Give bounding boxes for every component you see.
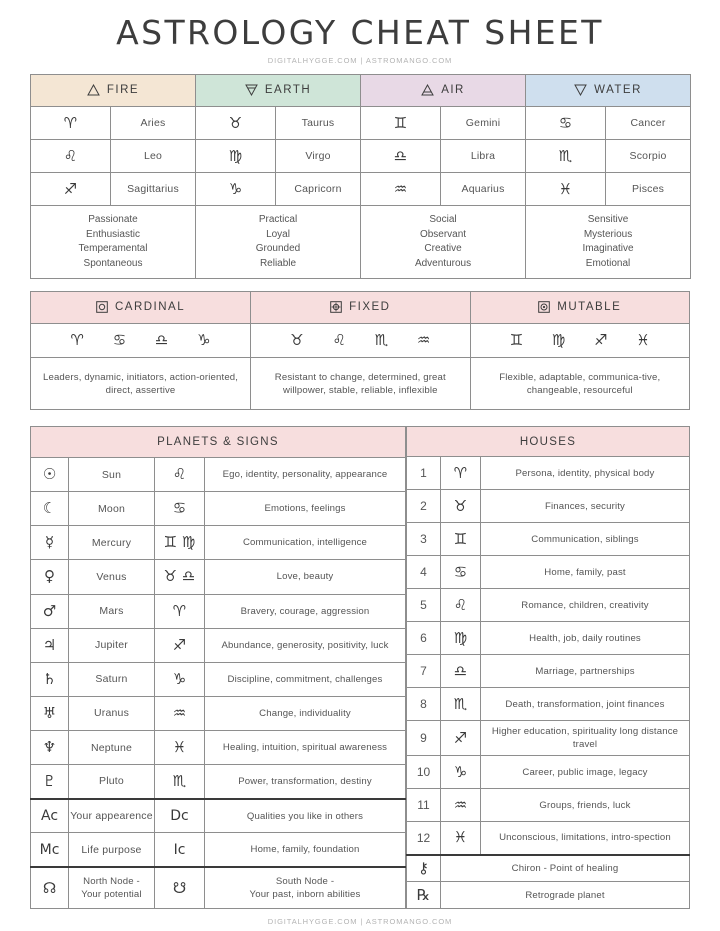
modalities-description-row [31,358,690,410]
planet-name-uranus: Uranus [69,696,155,730]
planet-meaning-mercury: Communication, intelligence [205,526,406,560]
planet-glyph-pluto: ♇ [31,765,69,799]
sign-symbol-leo: ♌ [31,140,111,173]
sign-name-scorpio: Scorpio [606,140,691,173]
house-meaning-10: Career, public image, legacy [481,756,690,789]
table-row [407,822,690,855]
table-row [31,628,406,662]
planet-meaning-neptune: Healing, intuition, spiritual awareness [205,731,406,765]
trait-line: Temperamental [78,243,148,254]
table-row [407,589,690,622]
trait-line: Creative [424,243,462,254]
node-text-north [69,867,155,908]
element-header-fire [31,75,196,107]
table-row [31,492,406,526]
planet-sign-mercury: ♊ ♍ [155,526,205,560]
angle-glyph-imum-coeli: Ic [155,833,205,867]
chiron-meaning: Chiron - Point of healing [441,855,690,882]
table-row [407,490,690,523]
planet-name-saturn: Saturn [69,662,155,696]
trait-line: Observant [419,228,467,240]
planet-sign-venus: ♉ ♎ [155,560,205,594]
house-number-8: 8 [407,688,441,721]
modality-header-fixed [251,292,470,324]
node-glyph-south: ☋ [155,867,205,908]
house-sign-9: ♐ [441,721,481,756]
modalities-symbols-row [31,324,690,358]
house-sign-8: ♏ [441,688,481,721]
planet-sign-jupiter: ♐ [155,628,205,662]
house-number-12: 12 [407,822,441,855]
trait-line: Reliable [259,257,297,269]
sign-name-gemini: Gemini [441,107,526,140]
house-meaning-12: Unconscious, limitations, intro-spection [481,822,690,855]
elements-header-row [31,75,691,107]
table-row [31,560,406,594]
house-number-9: 9 [407,721,441,756]
modalities-table [30,291,690,410]
sign-symbol-scorpio: ♏ [526,140,606,173]
planet-sign-mars: ♈ [155,594,205,628]
planet-name-neptune: Neptune [69,731,155,765]
elements-traits-row [31,206,691,279]
element-label-water: WATER [594,84,642,97]
triangle-up-bar-icon [421,84,434,96]
trait-line: Adventurous [414,257,472,269]
table-row [407,622,690,655]
modality-label-cardinal: CARDINAL [114,301,186,314]
trait-line: Social [429,214,457,225]
house-number-11: 11 [407,789,441,822]
table-row [31,867,406,908]
modality-label-fixed: FIXED [349,301,391,314]
trait-line: Emotional [585,257,631,269]
house-number-7: 7 [407,655,441,688]
house-number-6: 6 [407,622,441,655]
planet-glyph-jupiter: ♃ [31,628,69,662]
house-meaning-9: Higher education, spirituality long distance travel [481,721,690,756]
table-row [31,458,406,492]
page-title: ASTROLOGY CHEAT SHEET [116,13,604,52]
house-meaning-8: Death, transformation, joint finances [481,688,690,721]
sign-symbol-pisces: ♓ [526,173,606,206]
angle-glyph-descendant: Dc [155,799,205,833]
table-row [31,799,406,833]
retrograde-meaning: Retrograde planet [441,882,690,909]
house-number-2: 2 [407,490,441,523]
house-meaning-3: Communication, siblings [481,523,690,556]
trait-line: Spontaneous [83,257,143,269]
angle-glyph-ascendant: Ac [31,799,69,833]
house-sign-3: ♊ [441,523,481,556]
square-dot-circle-icon [538,301,550,313]
sign-symbol-aquarius: ♒ [361,173,441,206]
trait-line: Enthusiastic [86,228,140,240]
sign-name-taurus: Taurus [276,107,361,140]
house-meaning-7: Marriage, partnerships [481,655,690,688]
house-meaning-6: Health, job, daily routines [481,622,690,655]
planet-glyph-neptune: ♆ [31,731,69,765]
house-number-1: 1 [407,457,441,490]
trait-line: Loyal [266,228,290,240]
house-number-5: 5 [407,589,441,622]
sign-name-virgo: Virgo [276,140,361,173]
planet-name-mars: Mars [69,594,155,628]
sign-name-aries: Aries [111,107,196,140]
sign-symbol-aries: ♈ [31,107,111,140]
modality-description-cardinal: Leaders, dynamic, initiators, action-oriented, direct, assertive [31,358,251,410]
house-sign-12: ♓ [441,822,481,855]
table-row [31,662,406,696]
houses-header-row [407,427,690,457]
table-row [407,721,690,756]
modality-symbols-mutable: ♊ ♍ ♐ ♓ [470,324,689,358]
planet-name-venus: Venus [69,560,155,594]
houses-section-title: HOUSES [407,427,690,457]
planet-glyph-venus: ♀ [31,560,69,594]
planet-meaning-moon: Emotions, feelings [205,492,406,526]
house-sign-4: ♋ [441,556,481,589]
sign-symbol-taurus: ♉ [196,107,276,140]
planet-name-jupiter: Jupiter [69,628,155,662]
elements-table [30,74,691,279]
footer-text: DIGITALHYGGE.COM | ASTROMANGO.COM [267,917,453,926]
sign-name-cancer: Cancer [606,107,691,140]
node-glyph-north: ☊ [31,867,69,908]
trait-line: Mysterious [583,228,633,240]
element-header-air [361,75,526,107]
node-text-south [205,867,406,908]
sign-name-capricorn: Capricorn [276,173,361,206]
element-traits-earth [196,206,361,279]
table-row [407,655,690,688]
house-sign-11: ♒ [441,789,481,822]
planet-meaning-venus: Love, beauty [205,560,406,594]
table-row [407,556,690,589]
house-meaning-2: Finances, security [481,490,690,523]
table-row [407,756,690,789]
planet-name-mercury: Mercury [69,526,155,560]
planet-glyph-moon: ☾ [31,492,69,526]
planet-meaning-saturn: Discipline, commitment, challenges [205,662,406,696]
table-row [31,140,691,173]
table-row [407,457,690,490]
angle-glyph-midheaven: Mc [31,833,69,867]
house-meaning-4: Home, family, past [481,556,690,589]
planets-signs-table [30,426,406,909]
house-sign-1: ♈ [441,457,481,490]
planet-name-moon: Moon [69,492,155,526]
table-row [31,107,691,140]
planets-header-row [31,427,406,458]
sign-symbol-virgo: ♍ [196,140,276,173]
house-sign-7: ♎ [441,655,481,688]
triangle-up-icon [87,84,100,96]
node-north-line1: North Node - [83,876,140,887]
house-number-4: 4 [407,556,441,589]
element-header-water [526,75,691,107]
planet-meaning-mars: Bravery, courage, aggression [205,594,406,628]
square-cross-circle-icon [330,301,342,313]
house-meaning-5: Romance, children, creativity [481,589,690,622]
retrograde-glyph-icon: ℞ [407,882,441,909]
trait-line: Practical [258,214,298,225]
modality-label-mutable: MUTABLE [557,301,622,314]
triangle-down-bar-icon [245,84,258,96]
table-row [31,833,406,867]
modalities-header-row [31,292,690,324]
sign-name-aquarius: Aquarius [441,173,526,206]
house-meaning-11: Groups, friends, luck [481,789,690,822]
modality-symbols-cardinal: ♈ ♋ ♎ ♑ [31,324,251,358]
trait-line: Grounded [255,243,301,254]
house-meaning-1: Persona, identity, physical body [481,457,690,490]
sign-name-sagittarius: Sagittarius [111,173,196,206]
planet-glyph-sun: ☉ [31,458,69,492]
sign-symbol-sagittarius: ♐ [31,173,111,206]
table-row [407,789,690,822]
sign-symbol-libra: ♎ [361,140,441,173]
square-circle-icon [96,301,108,313]
modality-description-fixed: Resistant to change, determined, great willpower, stable, reliable, inflexible [251,358,470,410]
planet-glyph-saturn: ♄ [31,662,69,696]
house-number-3: 3 [407,523,441,556]
planet-glyph-mercury: ☿ [31,526,69,560]
table-row [407,855,690,882]
node-north-line2: Your potential [81,889,142,900]
element-label-fire: FIRE [106,84,140,97]
table-row [31,594,406,628]
planet-sign-moon: ♋ [155,492,205,526]
trait-line: Imaginative [582,243,634,254]
planet-sign-uranus: ♒ [155,696,205,730]
planets-section-title: PLANETS & SIGNS [31,427,406,458]
element-label-air: AIR [441,84,465,97]
table-row [407,523,690,556]
bottom-section [30,426,690,909]
sign-name-leo: Leo [111,140,196,173]
table-row [31,173,691,206]
modality-description-mutable: Flexible, adaptable, communica-tive, changeable, resourceful [470,358,689,410]
table-row [407,882,690,909]
chiron-glyph-icon: ⚷ [407,855,441,882]
header-subtitle: DIGITALHYGGE.COM | ASTROMANGO.COM [267,56,453,65]
planet-sign-saturn: ♑ [155,662,205,696]
planet-sign-pluto: ♏ [155,765,205,799]
angle-meaning-imum-coeli: Home, family, foundation [205,833,406,867]
table-row [31,526,406,560]
element-traits-fire [31,206,196,279]
planet-meaning-uranus: Change, individuality [205,696,406,730]
planet-meaning-pluto: Power, transformation, destiny [205,765,406,799]
planet-glyph-mars: ♂ [31,594,69,628]
trait-line: Sensitive [587,214,629,225]
planet-glyph-uranus: ♅ [31,696,69,730]
planet-name-sun: Sun [69,458,155,492]
sign-symbol-cancer: ♋ [526,107,606,140]
house-sign-10: ♑ [441,756,481,789]
angle-meaning-descendant: Qualities you like in others [205,799,406,833]
house-sign-5: ♌ [441,589,481,622]
trait-line: Passionate [88,214,138,225]
modality-header-cardinal [31,292,251,324]
sign-name-libra: Libra [441,140,526,173]
element-traits-air [361,206,526,279]
planet-meaning-sun: Ego, identity, personality, appearance [205,458,406,492]
angle-name-ascendant: Your appearence [69,799,155,833]
element-header-earth [196,75,361,107]
node-south-line1: South Node - [275,876,335,887]
sign-name-pisces: Pisces [606,173,691,206]
table-row [407,688,690,721]
planet-sign-sun: ♌ [155,458,205,492]
table-row [31,731,406,765]
sign-symbol-gemini: ♊ [361,107,441,140]
houses-table [406,426,690,909]
table-row [31,765,406,799]
sign-symbol-capricorn: ♑ [196,173,276,206]
element-label-earth: EARTH [264,84,312,97]
planet-sign-neptune: ♓ [155,731,205,765]
house-number-10: 10 [407,756,441,789]
house-sign-2: ♉ [441,490,481,523]
planet-name-pluto: Pluto [69,765,155,799]
modality-symbols-fixed: ♉ ♌ ♏ ♒ [251,324,470,358]
planet-meaning-jupiter: Abundance, generosity, positivity, luck [205,628,406,662]
house-sign-6: ♍ [441,622,481,655]
angle-name-midheaven: Life purpose [69,833,155,867]
modality-header-mutable [470,292,689,324]
triangle-down-icon [574,84,587,96]
element-traits-water [526,206,691,279]
node-south-line2: Your past, inborn abilities [249,889,361,900]
astrology-cheat-sheet-page [0,14,720,931]
table-row [31,696,406,730]
